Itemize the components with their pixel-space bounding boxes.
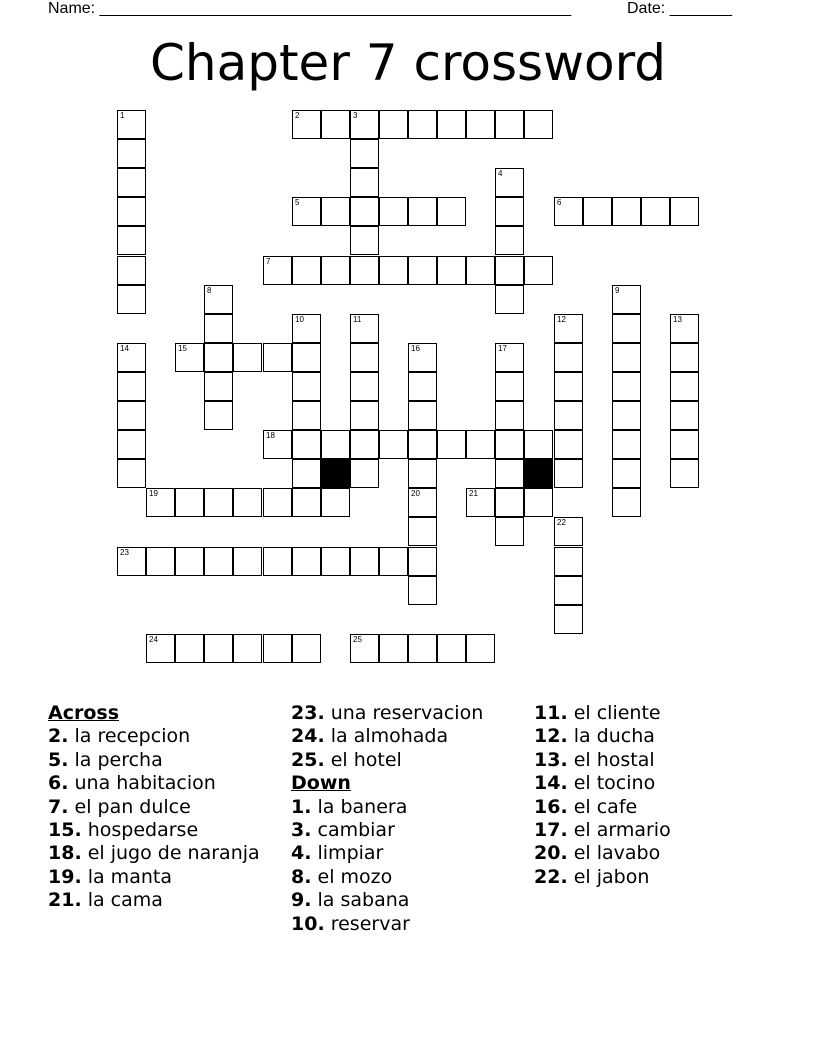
crossword-cell[interactable]	[204, 343, 233, 372]
crossword-cell[interactable]	[670, 343, 699, 372]
crossword-cell[interactable]	[612, 430, 641, 459]
clue-across	[48, 772, 283, 795]
crossword-cell[interactable]	[495, 197, 524, 226]
clue-number: 4	[498, 169, 503, 178]
crossword-cell[interactable]	[408, 372, 437, 401]
crossword-cell[interactable]	[117, 285, 146, 314]
clue-number: 15.	[48, 819, 82, 842]
crossword-cell[interactable]	[408, 401, 437, 430]
crossword-cell[interactable]	[554, 343, 583, 372]
crossword-cell[interactable]	[495, 110, 524, 139]
crossword-cell[interactable]	[146, 547, 175, 576]
crossword-cell[interactable]	[612, 459, 641, 488]
clue-column-2	[291, 702, 526, 936]
crossword-cell[interactable]	[292, 488, 321, 517]
crossword-cell[interactable]	[408, 576, 437, 605]
crossword-cell[interactable]	[379, 634, 408, 663]
crossword-cell[interactable]	[554, 372, 583, 401]
clue-number: 6	[557, 198, 562, 207]
crossword-cell[interactable]	[204, 401, 233, 430]
crossword-cell[interactable]	[117, 430, 146, 459]
crossword-cell[interactable]	[350, 226, 379, 255]
clue-down	[291, 796, 526, 819]
clue-text: limpiar	[317, 842, 384, 865]
clue-number: 21.	[48, 889, 82, 912]
clue-number: 24	[149, 635, 158, 644]
clue-down	[534, 749, 784, 772]
clue-number: 7.	[48, 795, 69, 818]
clue-across	[48, 842, 283, 865]
crossword-cell[interactable]	[495, 256, 524, 285]
clue-text: el tocino	[573, 772, 656, 795]
crossword-cell[interactable]	[670, 430, 699, 459]
clue-number: 25.	[291, 748, 325, 771]
crossword-cell[interactable]	[554, 430, 583, 459]
clue-number: 18.	[48, 842, 82, 865]
crossword-cell[interactable]	[437, 634, 466, 663]
crossword-cell[interactable]	[554, 605, 583, 634]
crossword-cell[interactable]	[437, 110, 466, 139]
crossword-cell[interactable]	[495, 401, 524, 430]
clue-number: 13	[673, 315, 682, 324]
clue-down	[534, 842, 784, 865]
crossword-cell[interactable]	[408, 488, 437, 517]
clue-number: 5	[295, 198, 300, 207]
crossword-cell[interactable]	[117, 226, 146, 255]
clue-text: la sabana	[317, 889, 410, 912]
crossword-cell[interactable]	[263, 343, 292, 372]
crossword-cell[interactable]	[379, 547, 408, 576]
clue-number: 20.	[534, 842, 568, 865]
crossword-cell[interactable]	[292, 430, 321, 459]
clue-number: 11.	[534, 702, 568, 724]
crossword-cell[interactable]	[466, 488, 495, 517]
crossword-cell[interactable]	[408, 256, 437, 285]
crossword-cell[interactable]	[321, 488, 350, 517]
crossword-cell[interactable]	[437, 197, 466, 226]
crossword-cell[interactable]	[350, 459, 379, 488]
clue-number: 7	[266, 257, 271, 266]
clue-across	[291, 702, 526, 725]
clue-down	[291, 913, 526, 936]
clue-down	[291, 819, 526, 842]
crossword-cell[interactable]	[612, 285, 641, 314]
crossword-cell[interactable]	[175, 343, 204, 372]
crossword-cell[interactable]	[117, 343, 146, 372]
crossword-cell[interactable]	[263, 547, 292, 576]
crossword-cell[interactable]	[263, 430, 292, 459]
crossword-cell[interactable]	[670, 197, 699, 226]
clue-text: hospedarse	[87, 819, 199, 842]
crossword-cell[interactable]	[612, 314, 641, 343]
clue-text: el jugo de naranja	[87, 842, 260, 865]
crossword-cell[interactable]	[554, 459, 583, 488]
clue-number: 24.	[291, 725, 325, 748]
clue-number: 8.	[291, 865, 312, 888]
clue-number: 13.	[534, 748, 568, 771]
crossword-cell[interactable]	[263, 634, 292, 663]
crossword-cell[interactable]	[117, 197, 146, 226]
page-title: Chapter 7 crossword	[149, 34, 667, 92]
clue-number: 19.	[48, 865, 82, 888]
crossword-cell[interactable]	[175, 634, 204, 663]
crossword-cell[interactable]	[204, 372, 233, 401]
clue-across	[48, 749, 283, 772]
crossword-cell[interactable]	[524, 430, 553, 459]
clue-text: el mozo	[317, 865, 393, 888]
clue-across	[48, 725, 283, 748]
clue-column-1	[48, 702, 283, 913]
clue-number: 11	[353, 315, 362, 324]
crossword-cell[interactable]	[554, 314, 583, 343]
crossword-cell[interactable]	[554, 401, 583, 430]
clue-text: cambiar	[317, 819, 395, 842]
crossword-cell[interactable]	[670, 459, 699, 488]
clue-number: 14.	[534, 772, 568, 795]
clue-text: la almohada	[330, 725, 449, 748]
crossword-cell[interactable]	[554, 197, 583, 226]
clue-text: el cafe	[573, 795, 638, 818]
crossword-cell[interactable]	[117, 372, 146, 401]
crossword-cell[interactable]	[321, 430, 350, 459]
crossword-cell[interactable]	[321, 110, 350, 139]
clue-number: 16	[411, 344, 420, 353]
crossword-cell[interactable]	[117, 401, 146, 430]
clue-number: 10	[295, 315, 304, 324]
clue-text: la manta	[87, 865, 172, 888]
crossword-cell[interactable]	[233, 343, 262, 372]
clue-across	[291, 749, 526, 772]
crossword-cell[interactable]	[379, 197, 408, 226]
clue-text: el jabon	[573, 865, 650, 888]
crossword-cell[interactable]	[350, 343, 379, 372]
crossword-cell[interactable]	[495, 517, 524, 546]
clue-down	[534, 725, 784, 748]
crossword-cell[interactable]	[612, 488, 641, 517]
crossword-cell[interactable]	[408, 110, 437, 139]
crossword-cell[interactable]	[204, 285, 233, 314]
clue-column-3	[534, 702, 784, 889]
crossword-cell[interactable]	[670, 401, 699, 430]
crossword-cell[interactable]	[350, 634, 379, 663]
crossword-cell[interactable]	[495, 226, 524, 255]
clue-text: una reservacion	[330, 702, 484, 724]
clue-down	[534, 866, 784, 889]
crossword-cell[interactable]	[437, 430, 466, 459]
clue-number: 3.	[291, 819, 312, 842]
clue-down	[291, 889, 526, 912]
clue-text: el hotel	[330, 748, 402, 771]
crossword-cell[interactable]	[466, 430, 495, 459]
clue-number: 23.	[291, 702, 325, 724]
across-heading: Across	[48, 702, 120, 724]
crossword-cell[interactable]	[350, 430, 379, 459]
crossword-cell[interactable]	[321, 547, 350, 576]
crossword-cell[interactable]	[292, 372, 321, 401]
crossword-cell[interactable]	[670, 372, 699, 401]
crossword-cell[interactable]	[175, 547, 204, 576]
clue-number: 1	[120, 111, 125, 120]
crossword-cell[interactable]	[495, 343, 524, 372]
crossword-cell[interactable]	[292, 110, 321, 139]
clue-number: 12.	[534, 725, 568, 748]
clue-text: el hostal	[573, 748, 655, 771]
clue-number: 23	[120, 548, 129, 557]
crossword-cell[interactable]	[524, 110, 553, 139]
clue-number: 14	[120, 344, 129, 353]
crossword-cell[interactable]	[263, 488, 292, 517]
clue-number: 20	[411, 489, 420, 498]
crossword-cell[interactable]	[495, 168, 524, 197]
crossword-cell[interactable]	[408, 459, 437, 488]
crossword-cell[interactable]	[495, 488, 524, 517]
clue-across	[48, 796, 283, 819]
crossword-cell[interactable]	[408, 197, 437, 226]
crossword-cell[interactable]	[350, 547, 379, 576]
crossword-cell[interactable]	[292, 314, 321, 343]
clue-number: 2.	[48, 725, 69, 748]
clue-text: el pan dulce	[74, 795, 191, 818]
crossword-cell[interactable]	[117, 139, 146, 168]
crossword-cell[interactable]	[146, 634, 175, 663]
clue-text: el cliente	[573, 702, 661, 724]
clue-number: 17.	[534, 819, 568, 842]
crossword-black-cell	[524, 459, 553, 488]
crossword-cell[interactable]	[641, 197, 670, 226]
clue-across	[48, 889, 283, 912]
clue-number: 6.	[48, 772, 69, 795]
clue-down	[534, 702, 784, 725]
clue-down	[291, 842, 526, 865]
crossword-cell[interactable]	[117, 547, 146, 576]
crossword-cell[interactable]	[379, 430, 408, 459]
clue-text: el armario	[573, 819, 671, 842]
clue-number: 16.	[534, 795, 568, 818]
clue-text: la percha	[74, 748, 163, 771]
clue-number: 21	[469, 489, 478, 498]
crossword-cell[interactable]	[466, 110, 495, 139]
crossword-cell[interactable]	[670, 314, 699, 343]
crossword-cell[interactable]	[583, 197, 612, 226]
crossword-cell[interactable]	[350, 372, 379, 401]
crossword-cell[interactable]	[321, 256, 350, 285]
crossword-cell[interactable]	[117, 256, 146, 285]
crossword-cell[interactable]	[204, 314, 233, 343]
crossword-cell[interactable]	[292, 634, 321, 663]
clue-number: 22	[557, 518, 566, 527]
clue-number: 1.	[291, 795, 312, 818]
crossword-cell[interactable]	[495, 372, 524, 401]
crossword-cell[interactable]	[204, 488, 233, 517]
crossword-cell[interactable]	[263, 256, 292, 285]
crossword-cell[interactable]	[350, 401, 379, 430]
crossword-cell[interactable]	[408, 517, 437, 546]
crossword-cell[interactable]	[292, 197, 321, 226]
clue-text: la ducha	[573, 725, 655, 748]
crossword-cell[interactable]	[350, 139, 379, 168]
clue-number: 15	[178, 344, 187, 353]
crossword-cell[interactable]	[117, 459, 146, 488]
clue-number: 25	[353, 635, 362, 644]
clue-number: 5.	[48, 748, 69, 771]
clue-number: 3	[353, 111, 358, 120]
clue-text: la recepcion	[74, 725, 191, 748]
crossword-cell[interactable]	[379, 256, 408, 285]
crossword-black-cell	[321, 459, 350, 488]
crossword-cell[interactable]	[554, 547, 583, 576]
crossword-cell[interactable]	[554, 517, 583, 546]
crossword-cell[interactable]	[233, 547, 262, 576]
clue-down	[534, 772, 784, 795]
clue-across	[291, 725, 526, 748]
clue-text: la cama	[87, 889, 163, 912]
crossword-cell[interactable]	[292, 547, 321, 576]
clue-text: la banera	[317, 795, 408, 818]
crossword-cell[interactable]	[466, 634, 495, 663]
date-field-label: Date: _______	[627, 0, 732, 17]
clue-text: reservar	[330, 912, 410, 935]
crossword-cell[interactable]	[321, 197, 350, 226]
crossword-cell[interactable]	[495, 459, 524, 488]
crossword-cell[interactable]	[292, 401, 321, 430]
crossword-cell[interactable]	[204, 634, 233, 663]
crossword-cell[interactable]	[350, 314, 379, 343]
crossword-cell[interactable]	[204, 547, 233, 576]
clue-down	[291, 866, 526, 889]
crossword-cell[interactable]	[408, 343, 437, 372]
crossword-cell[interactable]	[408, 430, 437, 459]
crossword-cell[interactable]	[292, 343, 321, 372]
crossword-cell[interactable]	[612, 372, 641, 401]
down-heading: Down	[291, 772, 351, 795]
crossword-cell[interactable]	[292, 256, 321, 285]
crossword-cell[interactable]	[350, 168, 379, 197]
clue-number: 12	[557, 315, 566, 324]
crossword-cell[interactable]	[612, 343, 641, 372]
clue-number: 18	[266, 431, 275, 440]
clue-number: 4.	[291, 842, 312, 865]
crossword-cell[interactable]	[233, 634, 262, 663]
clue-text: el lavabo	[573, 842, 661, 865]
crossword-cell[interactable]	[612, 401, 641, 430]
clue-text: una habitacion	[74, 772, 216, 795]
crossword-cell[interactable]	[524, 256, 553, 285]
clue-across	[48, 819, 283, 842]
clue-number: 9.	[291, 889, 312, 912]
clue-number: 2	[295, 111, 300, 120]
crossword-cell[interactable]	[408, 547, 437, 576]
clue-number: 19	[149, 489, 158, 498]
clue-across	[48, 866, 283, 889]
crossword-cell[interactable]	[379, 110, 408, 139]
clue-number: 22.	[534, 865, 568, 888]
crossword-cell[interactable]	[117, 110, 146, 139]
crossword-cell[interactable]	[175, 488, 204, 517]
clue-number: 8	[207, 286, 212, 295]
crossword-cell[interactable]	[233, 488, 262, 517]
crossword-cell[interactable]	[495, 430, 524, 459]
crossword-cell[interactable]	[612, 197, 641, 226]
crossword-cell[interactable]	[292, 459, 321, 488]
crossword-cell[interactable]	[350, 110, 379, 139]
crossword-cell[interactable]	[495, 285, 524, 314]
crossword-cell[interactable]	[554, 576, 583, 605]
clue-number: 10.	[291, 912, 325, 935]
crossword-cell[interactable]	[350, 256, 379, 285]
crossword-cell[interactable]	[146, 488, 175, 517]
clue-down	[534, 796, 784, 819]
clue-down	[534, 819, 784, 842]
clue-number: 17	[498, 344, 507, 353]
clue-number: 9	[615, 286, 620, 295]
name-field-label: Name: _____________________________________________________	[48, 0, 572, 17]
crossword-cell[interactable]	[437, 256, 466, 285]
crossword-cell[interactable]	[408, 634, 437, 663]
crossword-cell[interactable]	[466, 256, 495, 285]
crossword-cell[interactable]	[117, 168, 146, 197]
crossword-cell[interactable]	[350, 197, 379, 226]
crossword-cell[interactable]	[524, 488, 553, 517]
